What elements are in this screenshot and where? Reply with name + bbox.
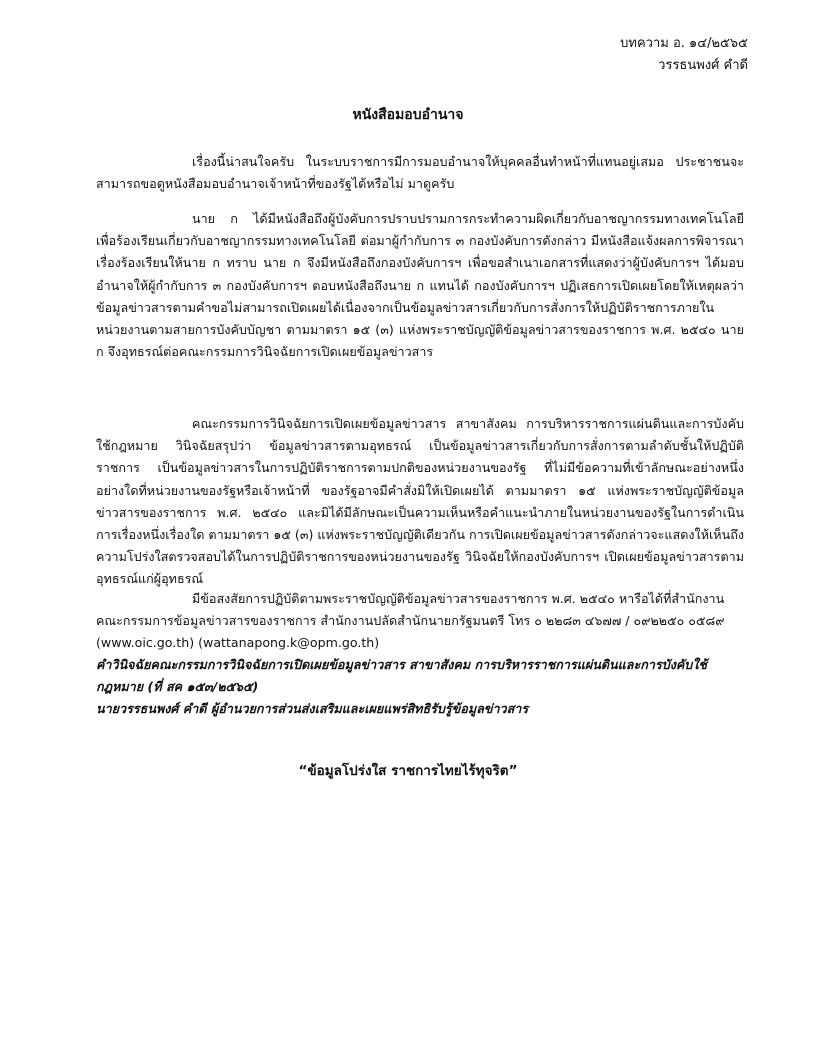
intro-paragraph: เรื่องนี้น่าสนใจครับ ในระบบราชการมีการมอบอำนาจให้บุคคลอื่นทำหน้าที่แทนอยู่เสมอ ประชาชนจะสามารถขอดูหนังสือมอบอำนาจเจ้าหน้าที่ของรัฐได้หรือไม่ มาดูครับ (96, 154, 744, 192)
contact-line-web-email: (www.oic.go.th) (wattanapong.k@opm.go.th) (96, 635, 380, 651)
inquiry-paragraph: มีข้อสงสัยการปฏิบัติตามพระราชบัญญัติข้อมูลข่าวสารของราชการ พ.ศ. ๒๕๔๐ หารือได้ที่สำนักงาน (192, 591, 725, 606)
author-signature-line: นายวรรธนพงศ์ คำดี ผู้อำนวยการส่วนส่งเสริมและเผยแพร่สิทธิรับรู้ข้อมูลข่าวสาร (96, 701, 529, 717)
contact-line-office: คณะกรรมการข้อมูลข่าวสารของราชการ สำนักงานปลัดสำนักนายกรัฐมนตรี โทร ๐ ๒๒๘๓ ๔๖๗๗ / ๐๙๒๒๕๐ ๐๕๘๙ (96, 613, 725, 628)
document-title: หนังสือมอบอำนาจ (352, 107, 464, 123)
reference-block (96, 654, 744, 721)
article-meta (620, 33, 748, 77)
case-facts-paragraph: นาย ก ได้มีหนังสือถึงผู้บังคับการปราบปรามการกระทำความผิดเกี่ยวกับอาชญากรรมทางเทคโนโลยี เพื่อร้องเรียนเกี่ยวกับอาชญากรรมทางเทคโนโลยี ต่อมาผู้กำกับการ ๓ กองบังคับการดังกล่าว มีหนังสือแจ้งผลการพิจารณาเรื่องร้องเรียนให้นาย ก ทราบ นาย ก จึงมีหนังสือถึงกองบังคับการฯ เพื่อขอสำเนาเอกสารที่แสดงว่าผู้บังคับการฯ ได้มอบอำนาจให้ผู้กำกับการ ๓ กองบังคับการฯ ตอบหนังสือถึงนาย ก แทนได้ กองบังคับการฯ ปฏิเสธการเปิดเผยโดยให้เหตุผลว่า ข้อมูลข่าวสารตามคำขอไม่สามารถเปิดเผยได้เนื่องจากเป็นข้อมูลข่าวสารเกี่ยวกับการสั่งการให้ปฏิบัติราชการภายในหน่วยงานตามสายการบังคับบัญชา ตามมาตรา ๑๕ (๓) แห่งพระราชบัญญัติข้อมูลข่าวสารของราชการ พ.ศ. ๒๕๔๐ นาย ก จึงอุทธรณ์ต่อคณะกรรมการวินิจฉัยการเปิดเผยข้อมูลข่าวสาร (96, 211, 744, 360)
ruling-reference: คำวินิจฉัยคณะกรรมการวินิจฉัยการเปิดเผยข้อมูลข่าวสาร สาขาสังคม การบริหารราชการแผ่นดินและการบังคับใช้กฎหมาย (ที่ สค ๑๕๓/๒๕๖๕) (96, 657, 707, 695)
ruling-paragraph: คณะกรรมการวินิจฉัยการเปิดเผยข้อมูลข่าวสาร สาขาสังคม การบริหารราชการแผ่นดินและการบังคับใช้กฎหมาย วินิจฉัยสรุปว่า ข้อมูลข่าวสารตามอุทธรณ์ เป็นข้อมูลข่าวสารเกี่ยวกับการสั่งการตามลำดับชั้นให้ปฏิบัติราชการ เป็นข้อมูลข่าวสารในการปฏิบัติราชการตามปกติของหน่วยงานของรัฐ ที่ไม่มีข้อความที่เข้าลักษณะอย่างหนึ่งอย่างใดที่หน่วยงานของรัฐหรือเจ้าหน้าที่ ของรัฐอาจมีคำสั่งมิให้เปิดเผยได้ ตามมาตรา ๑๕ แห่งพระราชบัญญัติข้อมูลข่าวสารของราชการ พ.ศ. ๒๕๔๐ และมิได้มีลักษณะเป็นความเห็นหรือคำแนะนำภายในหน่วยงานของรัฐในการดำเนินการเรื่องหนึ่งเรื่องใด ตามมาตรา ๑๕ (๓) แห่งพระราชบัญญัติเดียวกัน การเปิดเผยข้อมูลข่าวสารดังกล่าวจะแสดงให้เห็นถึงความโปร่งใสตรวจสอบได้ในการปฏิบัติราชการของหน่วยงานของรัฐ วินิจฉัยให้กองบังคับการฯ เปิดเผยข้อมูลข่าวสารตามอุทธรณ์แก่ผู้อุทธรณ์ (96, 416, 744, 587)
article-number: บทความ อ. ๑๔/๒๕๖๕ (620, 36, 748, 51)
slogan: “ข้อมูลโปร่งใส ราชการไทยไร้ทุจริต” (298, 763, 518, 779)
article-author: วรรธนพงศ์ คำดี (658, 58, 748, 73)
contact-info (96, 610, 744, 654)
